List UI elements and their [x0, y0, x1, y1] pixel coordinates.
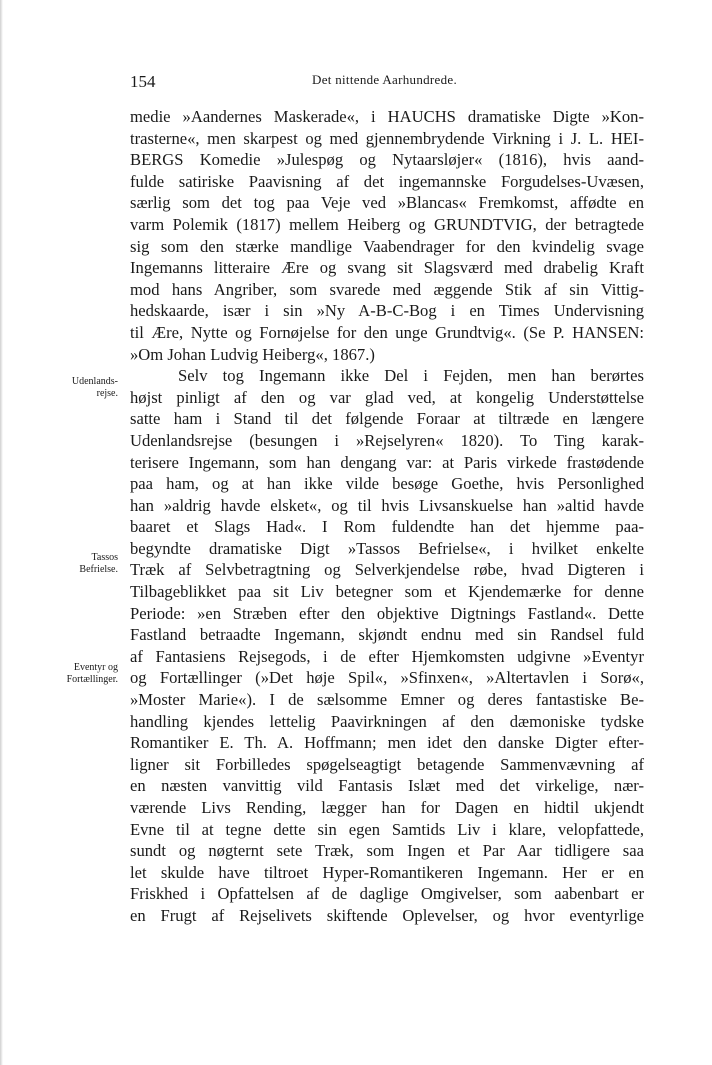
text-line: særlig som det tog paa Veje ved »Blancas« Fremkomst, affødte en — [130, 193, 644, 213]
margin-note-eventyr-og-fortaellinger — [52, 662, 118, 686]
text-line: en næsten vanvittig vild Fantasis Islæt med det virkelige, nær- — [130, 776, 644, 796]
text-line: ligner sit Forbilledes spøgelseagtigt betagende Sammenvævning af — [130, 754, 644, 774]
page-number: 154 — [130, 72, 156, 91]
text-line: Udenlandsrejse (besungen i »Rejselyren« 1820). To Ting karak- — [130, 430, 644, 450]
page-edge — [0, 0, 3, 1065]
text-line: mod hans Angriber, som svarede med æggende Stik af sin Vittig- — [130, 279, 644, 299]
text-line: Periode: »en Stræben efter den objektive Digtnings Fastland«. Dette — [130, 603, 644, 623]
text-line: terisere Ingemann, som han dengang var: at Paris virkede frastødende — [130, 452, 644, 472]
text-line: »Om Johan Ludvig Heiberg«, 1867.) — [130, 344, 375, 364]
margin-note-line: Eventyr og — [73, 662, 118, 673]
text-line: satte ham i Stand til det følgende Foraar at tiltræde en længere — [130, 409, 644, 429]
margin-note-line: rejse. — [96, 388, 118, 399]
margin-note-line: Tassos — [91, 552, 118, 563]
text-line: Romantiker E. Th. A. Hoffmann; men idet den danske Digter efter- — [130, 733, 644, 753]
text-line: han »aldrig havde elsket«, og til hvis Livsanskuelse han »altid havde — [130, 495, 644, 515]
text-line: fulde satiriske Paavisning af det ingemannske Forgudelses-Uvæsen, — [130, 171, 644, 191]
text-line: værende Livs Rending, lægger han for Dagen en hidtil ukjendt — [130, 798, 644, 817]
margin-note-udenlandsrejse — [52, 376, 118, 400]
text-line: Friskhed i Opfattelsen af de daglige Omgivelser, som aabenbart er — [130, 884, 644, 904]
text-line: og Fortællinger (»Det høje Spil«, »Sfinxen«, »Altertavlen i Sorø«, — [130, 668, 644, 688]
margin-note-line: Befrielse. — [79, 564, 118, 575]
text-line: Træk af Selvbetragtning og Selverkjendelse røbe, hvad Digteren i — [130, 560, 644, 580]
text-line: Selv tog Ingemann ikke Del i Fejden, men han berørtes — [178, 366, 644, 386]
margin-note-line: Fortællinger. — [66, 674, 118, 685]
page-header — [0, 72, 712, 94]
text-line: af Fantasiens Rejsegods, i de efter Hjemkomsten udgivne »Eventyr — [130, 646, 644, 666]
text-line: medie »Aandernes Maskerade«, i HAUCHS dramatiske Digte »Kon- — [130, 107, 644, 126]
text-line: trasterne«, men skarpest og med gjennembrydende Virkning i J. L. HEI- — [130, 128, 644, 148]
text-line: begyndte dramatiske Digt »Tassos Befrielse«, i hvilket enkelte — [130, 538, 644, 558]
running-title: Det nittende Aarhundrede. — [312, 72, 458, 87]
margin-note-line: Udenlands- — [71, 376, 118, 387]
text-line: hedskaarde, især i sin »Ny A-B-C-Bog i en Times Undervisning — [130, 301, 644, 321]
text-line: baaret et Slags Had«. I Rom fuldendte han det hjemme paa- — [130, 517, 644, 537]
text-line: højst pinligt af den og var glad ved, at kongelig Understøttelse — [130, 387, 644, 407]
text-line: let skulde have tiltroet Hyper-Romantikeren Ingemann. Her er en — [130, 862, 644, 882]
text-line: BERGS Komedie »Julespøg og Nytaarsløjer« (1816), hvis aand- — [130, 150, 644, 170]
text-line: en Frugt af Rejselivets skiftende Oplevelser, og hvor eventyrlige — [130, 905, 644, 925]
margin-note-tassos-befrielse — [52, 552, 118, 576]
text-line: til Ære, Nytte og Fornøjelse for den unge Grundtvig«. (Se P. HANSEN: — [130, 322, 644, 342]
text-line: sig som den stærke mandlige Vaabendrager for den kvindelig svage — [130, 236, 644, 256]
text-line: Ingemanns litteraire Ære og svang sit Slagsværd med drabelig Kraft — [130, 258, 644, 278]
text-line: paa ham, og at han ikke vilde besøge Goethe, hvis Personlighed — [130, 474, 644, 494]
text-line: »Moster Marie«). I de sælsomme Emner og deres fantastiske Be- — [130, 690, 644, 710]
text-line: handling kjendes lettelig Paavirkningen af den dæmoniske tydske — [130, 711, 644, 731]
body-text — [130, 106, 644, 927]
text-line: sundt og nøgternt sete Træk, som Ingen et Par Aar tidligere saa — [130, 841, 644, 861]
text-line: Evne til at tegne dette sin egen Samtids Liv i klare, velopfattede, — [130, 819, 644, 839]
text-line: Fastland betraadte Ingemann, skjøndt endnu med sin Randsel fuld — [130, 625, 644, 645]
text-line: Tilbageblikket paa sit Liv betegner som et Kjendemærke for denne — [130, 582, 644, 602]
text-line: varm Polemik (1817) mellem Heiberg og GRUNDTVIG, der betragtede — [130, 214, 644, 234]
